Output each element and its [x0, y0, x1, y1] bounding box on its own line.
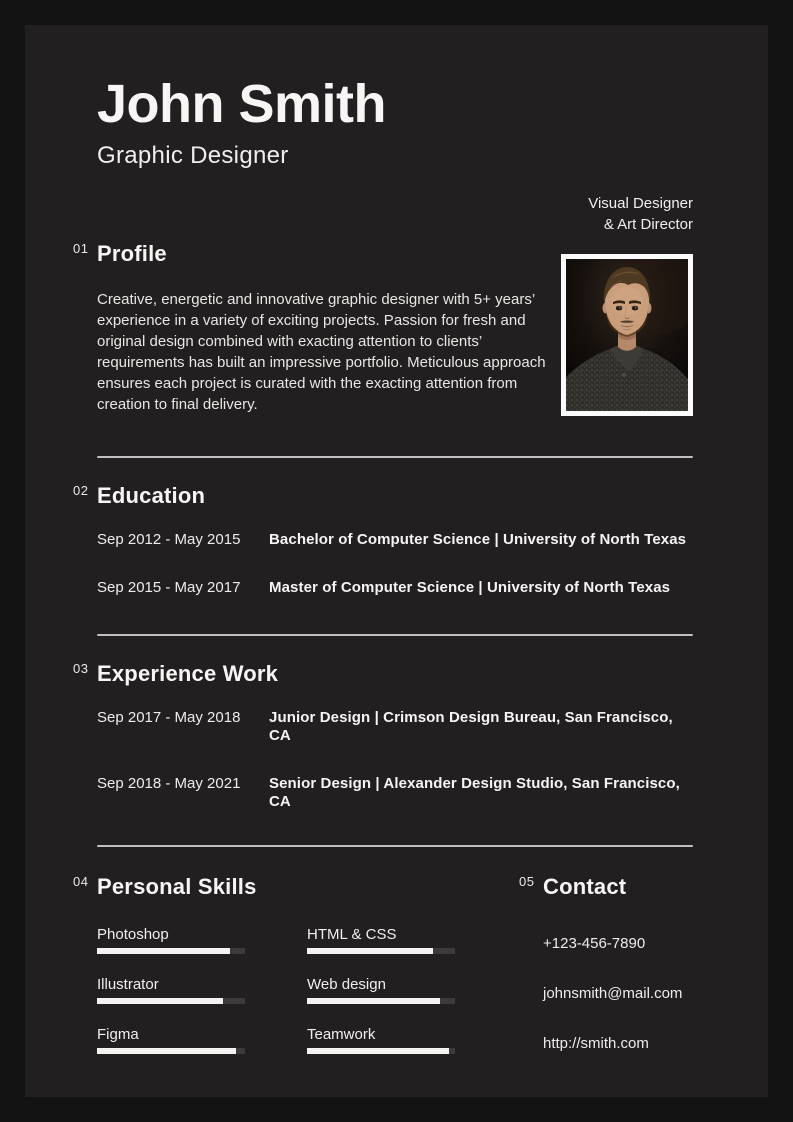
skill-bar-fill — [97, 998, 223, 1004]
divider-after-experience — [97, 845, 693, 847]
resume-inner-panel — [25, 25, 768, 1097]
contact-item: +123-456-7890 — [543, 935, 646, 952]
skills-heading — [73, 874, 543, 900]
skill-label: Teamwork — [307, 1026, 376, 1043]
education-rows — [97, 531, 693, 597]
skill-label: Web design — [307, 976, 386, 993]
skill-bar-track — [307, 998, 455, 1004]
section-title-profile: Profile — [97, 241, 167, 266]
section-profile — [73, 241, 693, 416]
contact-list — [543, 935, 693, 1053]
bottom-columns — [73, 874, 693, 1085]
tagline — [588, 193, 693, 235]
experience-period: Sep 2018 - May 2021 — [97, 775, 241, 792]
profile-photo — [561, 254, 693, 416]
education-period: Sep 2015 - May 2017 — [97, 579, 241, 596]
person-name: John Smith — [97, 74, 386, 134]
section-education — [73, 483, 693, 597]
section-experience — [73, 661, 693, 811]
skill-item — [97, 976, 245, 1004]
experience-heading — [73, 661, 693, 687]
header — [97, 73, 693, 233]
skill-item — [97, 926, 245, 954]
section-number-experience: 03 — [73, 661, 89, 676]
section-title-skills: Personal Skills — [97, 874, 257, 899]
portrait-illustration — [566, 259, 688, 411]
skill-label: Illustrator — [97, 976, 159, 993]
education-detail: Master of Computer Science | University of North Texas — [269, 579, 671, 596]
section-number-profile: 01 — [73, 241, 89, 256]
skill-item — [307, 926, 455, 954]
section-title-education: Education — [97, 483, 206, 508]
experience-detail: Junior Design | Crimson Design Bureau, San Francisco, CA — [269, 709, 673, 744]
education-heading — [73, 483, 693, 509]
skill-label: Photoshop — [97, 926, 169, 943]
profile-paragraph: Creative, energetic and innovative graphic designer with 5+ years’ experience in a variety of exciting projects. Passion for fresh and original design combined with exacting attention to clients’ requirements has built an impressive portfolio. Meticulous approach ensures each project is curated with the exacting attention from creation to final delivery. — [97, 291, 546, 413]
education-detail: Bachelor of Computer Science | University of North Texas — [269, 531, 687, 548]
section-skills — [73, 874, 543, 1085]
education-row — [97, 579, 693, 597]
skill-bar-fill — [307, 1048, 449, 1054]
skill-label: HTML & CSS — [307, 926, 397, 943]
skill-label: Figma — [97, 1026, 139, 1043]
skills-grid — [97, 926, 543, 1076]
profile-heading — [73, 241, 561, 267]
section-number-education: 02 — [73, 483, 89, 498]
section-number-skills: 04 — [73, 874, 89, 889]
experience-row — [97, 775, 693, 811]
experience-period: Sep 2017 - May 2018 — [97, 709, 241, 726]
skill-bar-track — [307, 948, 455, 954]
contact-heading — [519, 874, 693, 900]
skill-bar-fill — [307, 998, 440, 1004]
profile-text-column — [73, 241, 561, 416]
education-period: Sep 2012 - May 2015 — [97, 531, 241, 548]
skills-column-2 — [307, 926, 455, 1076]
experience-detail: Senior Design | Alexander Design Studio, San Francisco, CA — [269, 775, 680, 810]
divider-after-profile — [97, 456, 693, 458]
section-contact — [519, 874, 693, 1085]
divider-after-education — [97, 634, 693, 636]
skill-bar-fill — [97, 1048, 236, 1054]
skill-bar-fill — [97, 948, 230, 954]
skill-bar-track — [97, 1048, 245, 1054]
skill-item — [307, 976, 455, 1004]
contact-item: http://smith.com — [543, 1035, 649, 1052]
tagline-line-2: & Art Director — [603, 216, 693, 233]
person-role: Graphic Designer — [97, 142, 289, 169]
section-title-contact: Contact — [543, 874, 627, 899]
education-row — [97, 531, 693, 549]
skill-bar-track — [307, 1048, 455, 1054]
section-number-contact: 05 — [519, 874, 535, 889]
tagline-line-1: Visual Designer — [588, 195, 693, 212]
contact-item: johnsmith@mail.com — [543, 985, 683, 1002]
skill-item — [307, 1026, 455, 1054]
experience-rows — [97, 709, 693, 811]
skill-item — [97, 1026, 245, 1054]
skill-bar-track — [97, 998, 245, 1004]
section-title-experience: Experience Work — [97, 661, 279, 686]
skill-bar-track — [97, 948, 245, 954]
skill-bar-fill — [307, 948, 433, 954]
skills-column-1 — [97, 926, 245, 1076]
experience-row — [97, 709, 693, 745]
